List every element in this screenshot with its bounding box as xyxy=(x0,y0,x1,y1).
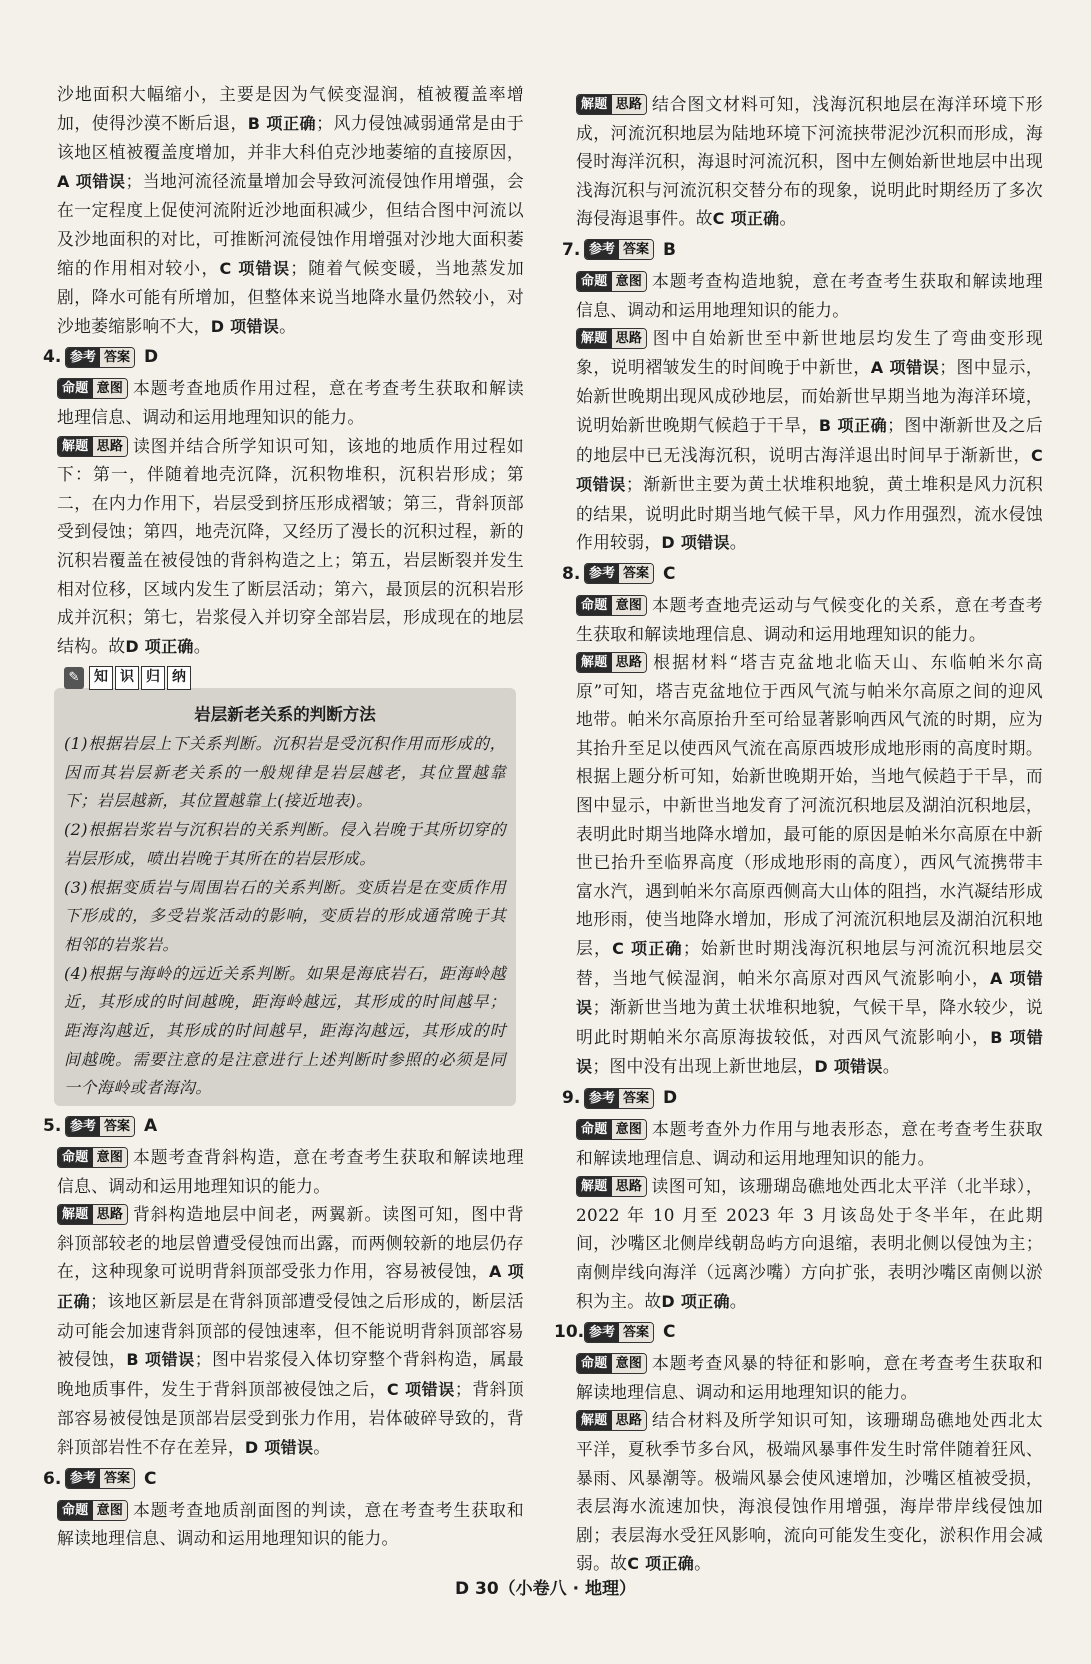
q4-answer-header: 4. 参考 答案 D xyxy=(43,343,524,371)
pencil-icon: ✎ xyxy=(64,667,84,689)
q8-answer-header: 8. 参考 答案 C xyxy=(562,560,1043,588)
q3-continuation: 沙地面积大幅缩小，主要是因为气候变湿润，植被覆盖率增加，使得沙漠不断后退，B 项正确；风力侵蚀减弱通常是由于该地区植被覆盖度增加，并非大科伯克沙地萎缩的直接原因，A 项错误；当地河流径流量增加会导致河流侵蚀作用增强，会在一定程度上促使河流附近沙地面积减少，但结合图中河流以及沙地面积的对比，可推断河流侵蚀作用增强对沙地大面积萎缩的作用相对较小，C 项错误；随着气候变暖，当地蒸发加剧，降水可能有所增加，但整体来说当地降水量仍然较小，对沙地萎缩影响不大，D 项错误。 xyxy=(57,84,524,336)
q10-intent: 命题 意图 本题考查风暴的特征和影响，意在考查考生获取和解读地理信息、调动和运用地理知识的能力。 xyxy=(576,1353,1043,1402)
right-column xyxy=(554,90,1044,1579)
q6-answer: C xyxy=(144,1468,157,1489)
q6-idea: 解题 思路 结合图文材料可知，浅海沉积地层在海洋环境下形成，河流沉积地层为陆地环境下河流挟带泥沙沉积而形成，海侵时海洋沉积，海退时河流沉积，图中左侧始新世地层中出现浅海沉积与河流沉积交替分布的现象，说明此时期经历了多次海侵海退事件。故C 项正确。 xyxy=(576,94,1043,229)
q8-answer: C xyxy=(663,563,676,584)
q4-idea: 解题 思路 读图并结合所学知识可知，该地的地质作用过程如下：第一，伴随着地壳沉降，沉积物堆积，沉积岩形成；第二，在内力作用下，岩层受到挤压形成褶皱；第三，背斜顶部受到侵蚀；第四，地壳沉降，又经历了漫长的沉积过程，新的沉积岩覆盖在被侵蚀的背斜构造之上；第五，岩层断裂并发生相对位移，区域内发生了断层活动；第六，最顶层的沉积岩形成并沉积；第七，岩浆侵入并切穿全部岩层，形成现在的地层结构。故D 项正确。 xyxy=(57,435,524,656)
q4-answer: D xyxy=(144,347,159,368)
left-column-lower xyxy=(43,1110,525,1553)
q5-idea: 解题 思路 背斜构造地层中间老，两翼新。读图可知，图中背斜顶部较老的地层曾遭受侵蚀而出露，而两侧较新的地层仍存在，这种现象可说明背斜顶部受张力作用，容易被侵蚀，A 项正确；该地区新层是在背斜顶部遭受侵蚀之后形成的，断层活动可能会加速背斜顶部的侵蚀速率，但不能说明背斜顶部容易被侵蚀，B 项错误；图中岩浆侵入体切穿整个背斜构造，属最晚地质事件，发生于背斜顶部被侵蚀之后，C 项错误；背斜顶部容易被侵蚀是顶部岩层受到张力作用，岩体破碎导致的，背斜顶部岩性不存在差异，D 项错误。 xyxy=(57,1204,525,1457)
knowledge-summary-label: ✎ 知 识 归 纳 xyxy=(64,666,191,690)
q7-answer-header: 7. 参考 答案 B xyxy=(562,236,1043,264)
knowledge-item: (3)根据变质岩与周围岩石的关系判断。变质岩是在变质作用下形成的，多受岩浆活动的影响，变质岩的形成通常晚于其相邻的岩浆岩。 xyxy=(64,877,506,954)
left-column xyxy=(43,80,524,661)
q5-answer: A xyxy=(144,1116,158,1136)
q9-answer: D xyxy=(663,1088,678,1108)
q6-intent: 命题 意图 本题考查地质剖面图的判读，意在考查考生获取和解读地理信息、调动和运用地理知识的能力。 xyxy=(57,1499,524,1549)
knowledge-summary-box xyxy=(54,688,516,1106)
answer-tag: 参考 答案 xyxy=(65,347,135,368)
q9-idea: 解题 思路 读图可知，该珊瑚岛礁地处西北太平洋（北半球），2022 年 10 月至 2023 年 3 月该岛处于冬半年，在此期间，沙嘴区北侧岸线朝岛屿方向退缩，表明北侧以侵蚀为主；南侧岸线向海洋（远离沙嘴）方向扩张，表明沙嘴区南侧以淤积为主。故D 项正确。 xyxy=(576,1176,1043,1311)
q6-answer-header: 6. 参考 答案 C xyxy=(43,1465,524,1493)
q10-answer: C xyxy=(663,1322,676,1343)
q9-answer-header: 9. 参考 答案 D xyxy=(562,1084,1043,1112)
q5-answer-header: 5. 参考 答案 A xyxy=(43,1112,524,1140)
knowledge-item: (4)根据与海岭的远近关系判断。如果是海底岩石，距海岭越近，其形成的时间越晚，距海岭越远，其形成的时间越早；距海沟越近，其形成的时间越早，距海沟越远，其形成的时间越晚。需要注意的是注意进行上述判断时参照的必须是同一个海岭或者海沟。 xyxy=(64,963,506,1098)
q8-intent: 命题 意图 本题考查地壳运动与气候变化的关系，意在考查考生获取和解读地理信息、调动和运用地理知识的能力。 xyxy=(576,594,1043,644)
knowledge-heading: 岩层新老关系的判断方法 xyxy=(194,705,376,724)
knowledge-item: (2)根据岩浆岩与沉积岩的关系判断。侵入岩晚于其所切穿的岩层形成，喷出岩晚于其所在的岩层形成。 xyxy=(64,820,506,868)
q4-intent: 命题 意图 本题考查地质作用过程，意在考查考生获取和解读地理信息、调动和运用地理知识的能力。 xyxy=(57,378,524,427)
q5-intent: 命题 意图 本题考查背斜构造，意在考查考生获取和解读地理信息、调动和运用地理知识的能力。 xyxy=(57,1147,524,1196)
q10-answer-header: 10. 参考 答案 C xyxy=(554,1318,1043,1346)
q7-answer: B xyxy=(663,239,676,260)
q10-idea: 解题 思路 结合材料及所学知识可知，该珊瑚岛礁地处西北太平洋，夏秋季节多台风，极端风暴事件发生时常伴随着狂风、暴雨、风暴潮等。极端风暴会使风速增加，沙嘴区植被受损，表层海水流速加快，海浪侵蚀作用增强，海岸带岸线侵蚀加剧；表层海水受狂风影响，流向可能发生变化，淤积作用会减弱。故C 项正确。 xyxy=(576,1410,1043,1574)
q9-intent: 命题 意图 本题考查外力作用与地表形态，意在考查考生获取和解读地理信息、调动和运用地理知识的能力。 xyxy=(576,1119,1043,1168)
q8-idea: 解题 思路 根据材料“塔吉克盆地北临天山、东临帕米尔高原”可知，塔吉克盆地位于西风气流与帕米尔高原之间的迎风地带。帕米尔高原抬升至可给显著影响西风气流的时期，应为其抬升至足以使西风气流在高原西坡形成地形雨的高度时期。根据上题分析可知，始新世晚期开始，当地气候趋于干旱，而图中显示，中新世当地发育了河流沉积地层及湖泊沉积地层，表明此时期当地降水增加，最可能的原因是帕米尔高原在中新世已抬升至临界高度（形成地形雨的高度），西风气流携带丰富水汽，遇到帕米尔高原西侧高大山体的阻挡，水汽凝结形成地形雨，使当地降水增加，形成了河流沉积地层及湖泊沉积地层，C 项正确；始新世时期浅海沉积地层与河流沉积地层交替，当地气候湿润，帕米尔高原对西风气流影响小，A 项错误；渐新世当地为黄土状堆积地貌，气候干旱，降水较少，说明此时期帕米尔高原海拔较低，对西风气流影响小，B 项错误；图中没有出现上新世地层，D 项错误。 xyxy=(576,652,1044,1077)
q7-intent: 命题 意图 本题考查构造地貌，意在考查考生获取和解读地理信息、调动和运用地理知识的能力。 xyxy=(576,270,1043,320)
page-footer: D 30（小卷八 · 地理） xyxy=(455,1579,636,1599)
knowledge-item: (1)根据岩层上下关系判断。沉积岩是受沉积作用而形成的，因而其岩层新老关系的一般规律是岩层越老，其位置越靠下；岩层越新，其位置越靠上(接近地表)。 xyxy=(64,734,506,811)
q7-idea: 解题 思路 图中自始新世至中新世地层均发生了弯曲变形现象，说明褶皱发生的时间晚于中新世，A 项错误；图中显示，始新世晚期出现风成砂地层，而始新世早期当地为海洋环境，说明始新世晚期气候趋于干旱，B 项正确；图中渐新世及之后的地层中已无浅海沉积，说明古海洋退出时间早于渐新世，C 项错误；渐新世主要为黄土状堆积地貌，黄土堆积是风力沉积的结果，说明此时期当地气候干旱，风力作用强烈，流水侵蚀作用较弱，D 项错误。 xyxy=(576,328,1043,553)
